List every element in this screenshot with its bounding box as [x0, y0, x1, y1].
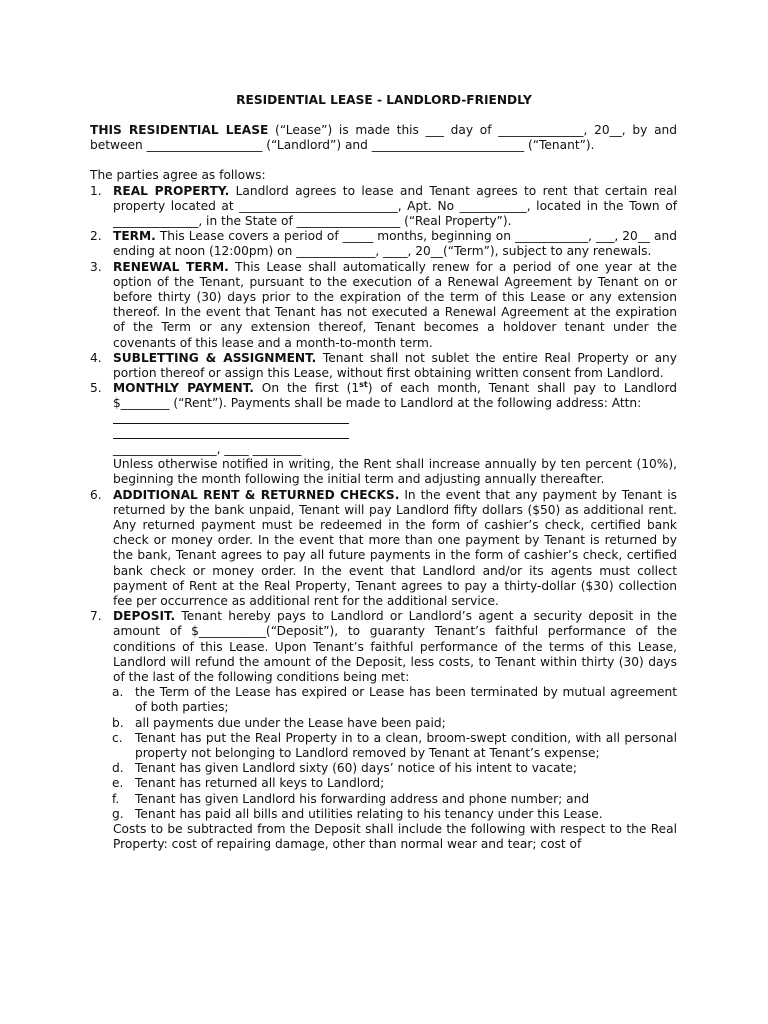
list-item — [90, 731, 677, 761]
section-heading: RENEWAL TERM. — [113, 259, 229, 274]
address-line-1 — [113, 412, 677, 427]
blank-underline — [113, 427, 349, 439]
section-heading: MONTHLY PAYMENT. — [113, 381, 254, 396]
section-additional-rent — [90, 488, 677, 610]
ordinal-suffix: st — [359, 380, 368, 390]
list-letter: a. — [112, 685, 124, 700]
section-heading: SUBLETTING & ASSIGNMENT. — [113, 350, 317, 365]
section-real-property — [90, 184, 677, 230]
section-heading: DEPOSIT. — [113, 609, 176, 624]
list-item-text: the Term of the Lease has expired or Lease has been terminated by mutual agreement of both parties; — [135, 685, 677, 715]
section-number: 1. — [90, 183, 102, 198]
list-letter: d. — [112, 761, 124, 776]
document-title: RESIDENTIAL LEASE - LANDLORD-FRIENDLY — [236, 93, 532, 107]
list-item — [90, 776, 677, 791]
document-body — [90, 123, 677, 853]
list-item — [90, 716, 677, 731]
list-item — [90, 792, 677, 807]
section-number: 6. — [90, 487, 102, 502]
agree-statement: The parties agree as follows: — [90, 168, 266, 183]
section-renewal-term — [90, 260, 677, 351]
intro-text: (“Lease”) is made this ___ day of ______________, 20__, by and between ___________________ (“Landlord”) and _________________________ (“Tenant”). — [90, 123, 677, 153]
section-subletting — [90, 351, 677, 381]
section-text: This Lease shall automatically renew for a period of one year at the option of the Tenant, pursuant to the execution of a Renewal Agreement by Tenant on or before thirty (30) days prior to the expiration of the term of this Lease or any extension thereof. In the event that Tenant has not executed a Renewal Agreement at the expiration of the Term or any extension thereof, Tenant becomes a holdover tenant under the covenants of this lease and a month-to-month term. — [113, 259, 678, 350]
list-letter: f. — [112, 791, 120, 806]
section-number: 5. — [90, 381, 102, 396]
list-item-text: all payments due under the Lease have been paid; — [135, 715, 446, 730]
section-text: Tenant hereby pays to Landlord or Landlord’s agent a security deposit in the amount of $___________(“Deposit”), to guaranty Tenant’s faithful performance of the conditions of this Lease. Upon Tenant’s faithful performance of the terms of this Lease, Landlord will refund the amount of the Deposit, less costs, to Tenant within thirty (30) days of the last of the following conditions being met: — [113, 609, 677, 685]
list-item-text: Tenant has paid all bills and utilities relating to his tenancy under this Lease. — [135, 806, 603, 821]
list-letter: e. — [112, 776, 124, 791]
list-item — [90, 685, 677, 715]
list-item-text: Tenant has given Landlord his forwarding address and phone number; and — [135, 791, 590, 806]
blank-underline — [113, 412, 349, 424]
section-deposit — [90, 609, 677, 685]
list-item-text: Tenant has returned all keys to Landlord; — [135, 776, 385, 791]
section-term — [90, 229, 677, 259]
list-item — [90, 761, 677, 776]
city-state-zip-line: _________________, ____ ________ — [113, 442, 302, 457]
intro-paragraph — [90, 123, 677, 153]
section-text: Tenant shall not sublet the entire Real Property or any portion thereof or assign this Lease, without first obtaining written consent from Landlord. — [113, 350, 677, 381]
deposit-conditions-list — [90, 685, 677, 822]
section-text-continued: ) of each month, Tenant shall pay to Landlord $________ (“Rent”). Payments shall be made to Landlord at the following address: Attn: — [113, 381, 677, 411]
deposit-costs-text: Costs to be subtracted from the Deposit shall include the following with respect to the Real Property: cost of repairing damage, other than normal wear and tear; cost of — [113, 822, 677, 852]
section-heading: TERM. — [113, 229, 156, 244]
list-letter: g. — [112, 806, 124, 821]
deposit-costs-paragraph — [90, 822, 677, 852]
section-number: 7. — [90, 609, 102, 624]
list-letter: c. — [112, 730, 123, 745]
section-text: In the event that any payment by Tenant is returned by the bank unpaid, Tenant will pay Landlord fifty dollars ($50) as additional rent. Any returned payment must be redeemed in the form of cashier’s check, certified bank check or money order. In the event that more than one payment by Tenant is returned by the bank, Tenant agrees to pay all future payments in the form of cashier’s check, certified bank check or money order. In the event that Landlord and/or its agents must collect payment of Rent at the Real Property, Tenant agrees to pay a thirty-dollar ($30) collection fee per occurrence as additional rent for the additional service. — [113, 487, 678, 609]
section-number: 4. — [90, 350, 102, 365]
list-item-text: Tenant has given Landlord sixty (60) days’ notice of his intent to vacate; — [135, 761, 577, 776]
list-item-text: Tenant has put the Real Property in to a clean, broom-swept condition, with all personal property not belonging to Landlord removed by Tenant at Tenant’s expense; — [135, 730, 677, 761]
section-heading: ADDITIONAL RENT & RETURNED CHECKS. — [113, 487, 400, 502]
section-number: 3. — [90, 259, 102, 274]
section-text: Landlord agrees to lease and Tenant agrees to rent that certain real property located at __________________________, Apt. No ___________, located in the Town of ______________, in the State of _________________ (“Real Property”). — [113, 183, 677, 229]
rent-increase-text: Unless otherwise notified in writing, the Rent shall increase annually by ten percent (10%), beginning the month following the initial term and adjusting annually thereafter. — [113, 457, 677, 487]
list-item — [90, 807, 677, 822]
section-heading: REAL PROPERTY. — [113, 183, 230, 198]
list-letter: b. — [112, 715, 124, 730]
intro-bold-lead: THIS RESIDENTIAL LEASE — [90, 123, 269, 137]
section-text: This Lease covers a period of _____ months, beginning on ____________, ___, 20__ and ending at noon (12:00pm) on _____________, ____, 20__(“Term”), subject to any renewals. — [113, 229, 677, 259]
section-monthly-payment — [90, 381, 677, 487]
address-line-2 — [113, 427, 677, 442]
section-number: 2. — [90, 229, 102, 244]
section-text: On the first (1 — [253, 381, 360, 396]
